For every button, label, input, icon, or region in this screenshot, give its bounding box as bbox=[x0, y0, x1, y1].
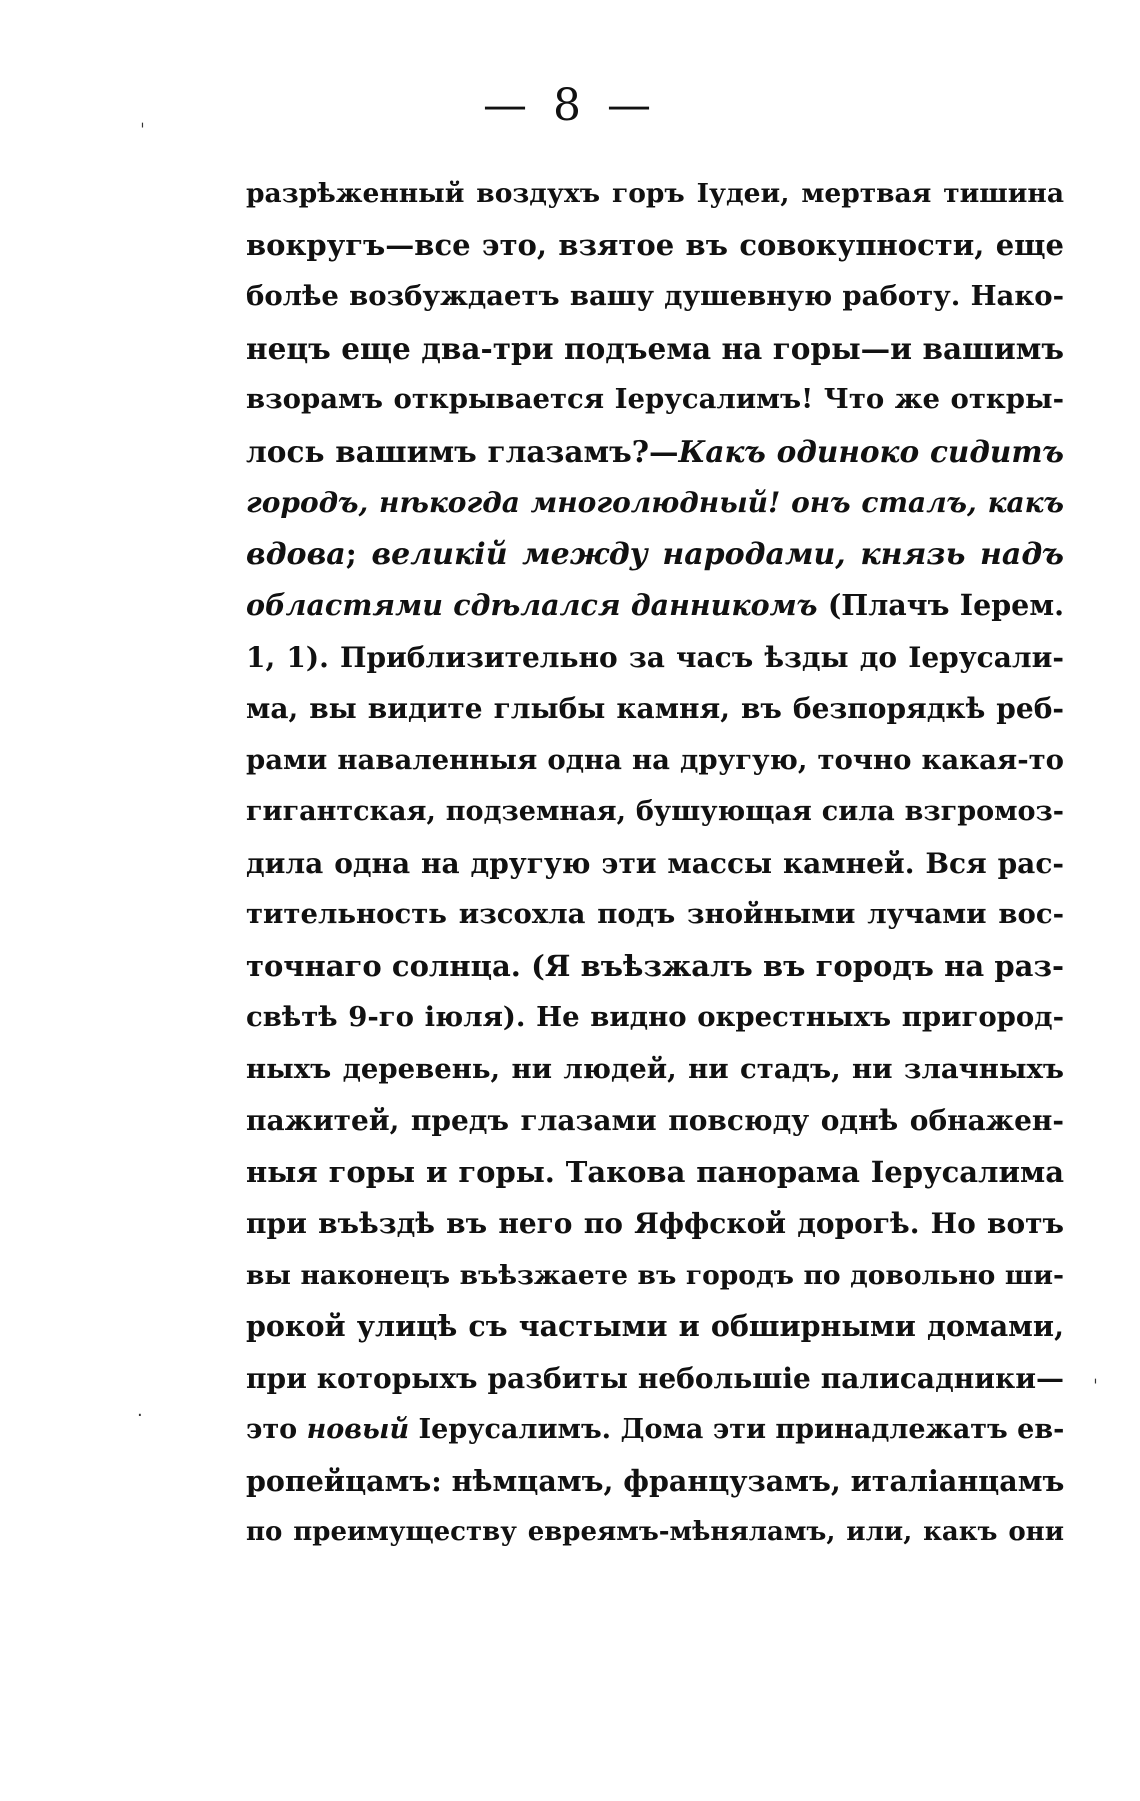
text-segment: взорамъ открывается Іерусалимъ! Что же откры- bbox=[246, 383, 1064, 415]
text-segment: разрѣженный воздухъ горъ Іудеи, мертвая тишина bbox=[246, 178, 1064, 209]
text-segment: тительность изсохла подъ знойными лучами вос- bbox=[246, 898, 1064, 930]
text-segment: 1, 1). Приблизительно за часъ ѣзды до Іерусали- bbox=[246, 640, 1064, 674]
text-segment: это bbox=[246, 1414, 307, 1445]
text-line bbox=[246, 271, 1064, 323]
text-line bbox=[246, 889, 1064, 941]
text-segment: по преимуществу евреямъ-мѣняламъ, или, какъ они bbox=[246, 1517, 1064, 1547]
text-segment: точнаго солнца. (Я въѣзжалъ въ городъ на раз- bbox=[246, 948, 1064, 983]
text-segment: (Плачъ Іерем. bbox=[817, 588, 1064, 622]
text-line bbox=[246, 374, 1064, 426]
text-line bbox=[246, 735, 1064, 787]
text-segment: вы наконецъ въѣзжаете въ городъ по довольно ши- bbox=[246, 1259, 1064, 1291]
text-segment: при которыхъ разбиты небольшіе палисадники— bbox=[246, 1361, 1064, 1395]
text-line bbox=[246, 1095, 1064, 1147]
text-line bbox=[246, 941, 1064, 993]
text-segment: гигантская, подземная, бушующая сила взгромоз- bbox=[246, 796, 1064, 827]
text-segment: при въѣздѣ въ него по Яффской дорогѣ. Но вотъ bbox=[246, 1207, 1064, 1240]
text-line bbox=[246, 1456, 1064, 1508]
text-line bbox=[246, 529, 1064, 581]
text-segment: ропейцамъ: нѣмцамъ, французамъ, италіанцамъ bbox=[246, 1463, 1064, 1498]
text-line bbox=[246, 1250, 1064, 1302]
text-line bbox=[246, 683, 1064, 735]
text-line bbox=[246, 1301, 1064, 1353]
italic-segment: городъ, нѣкогда многолюдный! онъ сталъ, какъ bbox=[246, 486, 1064, 519]
text-segment: пажитей, предъ глазами повсюду однѣ обнажен- bbox=[246, 1104, 1064, 1137]
text-segment: ма, вы видите глыбы камня, въ безпорядкѣ реб- bbox=[246, 692, 1064, 725]
text-line bbox=[246, 477, 1064, 529]
text-line bbox=[246, 220, 1064, 272]
text-line bbox=[246, 1404, 1064, 1456]
italic-segment: великій между народами, князь надъ bbox=[371, 536, 1064, 572]
body-text bbox=[246, 168, 1064, 1559]
text-line bbox=[246, 168, 1064, 220]
text-segment: дила одна на другую эти массы камней. Вся рас- bbox=[246, 846, 1064, 880]
margin-speck: ˈ bbox=[140, 120, 145, 141]
italic-segment: Какъ одиноко сидитъ bbox=[678, 433, 1064, 469]
text-line bbox=[246, 1147, 1064, 1199]
text-line bbox=[246, 1198, 1064, 1250]
margin-speck: ˌ bbox=[1093, 1365, 1098, 1386]
text-line bbox=[246, 992, 1064, 1044]
page-number: — 8 — bbox=[483, 80, 657, 131]
text-segment: Іерусалимъ. Дома эти принадлежатъ ев- bbox=[409, 1414, 1064, 1445]
text-line bbox=[246, 580, 1064, 632]
text-line bbox=[246, 838, 1064, 890]
margin-speck: · bbox=[137, 1405, 143, 1426]
italic-segment: новый bbox=[306, 1414, 410, 1445]
text-segment: рокой улицѣ съ частыми и обширными домами, bbox=[246, 1309, 1064, 1343]
text-line bbox=[246, 1044, 1064, 1096]
text-line bbox=[246, 323, 1064, 375]
text-segment: ныхъ деревень, ни людей, ни стадъ, ни злачныхъ bbox=[246, 1052, 1064, 1085]
text-segment: лось вашимъ глазамъ?— bbox=[246, 433, 679, 469]
italic-segment: областями сдѣлался данникомъ bbox=[246, 588, 818, 622]
text-segment: болѣе возбуждаетъ вашу душевную работу. Нако- bbox=[246, 280, 1064, 312]
text-segment: ; bbox=[345, 536, 372, 572]
text-segment: ныя горы и горы. Такова панорама Іерусалима bbox=[246, 1154, 1064, 1189]
italic-segment: вдова bbox=[246, 536, 346, 572]
text-segment: рами наваленныя одна на другую, точно какая-то bbox=[246, 743, 1064, 776]
text-segment: нецъ еще два-три подъема на горы—и вашимъ bbox=[246, 330, 1064, 366]
text-line bbox=[246, 1507, 1064, 1559]
text-line bbox=[246, 632, 1064, 684]
text-segment: свѣтѣ 9-го іюля). Не видно окрестныхъ пригород- bbox=[246, 1001, 1064, 1033]
text-segment: вокругъ—все это, взятое въ совокупности, еще bbox=[246, 227, 1064, 262]
text-line bbox=[246, 1353, 1064, 1405]
text-line bbox=[246, 426, 1064, 478]
text-line bbox=[246, 786, 1064, 838]
